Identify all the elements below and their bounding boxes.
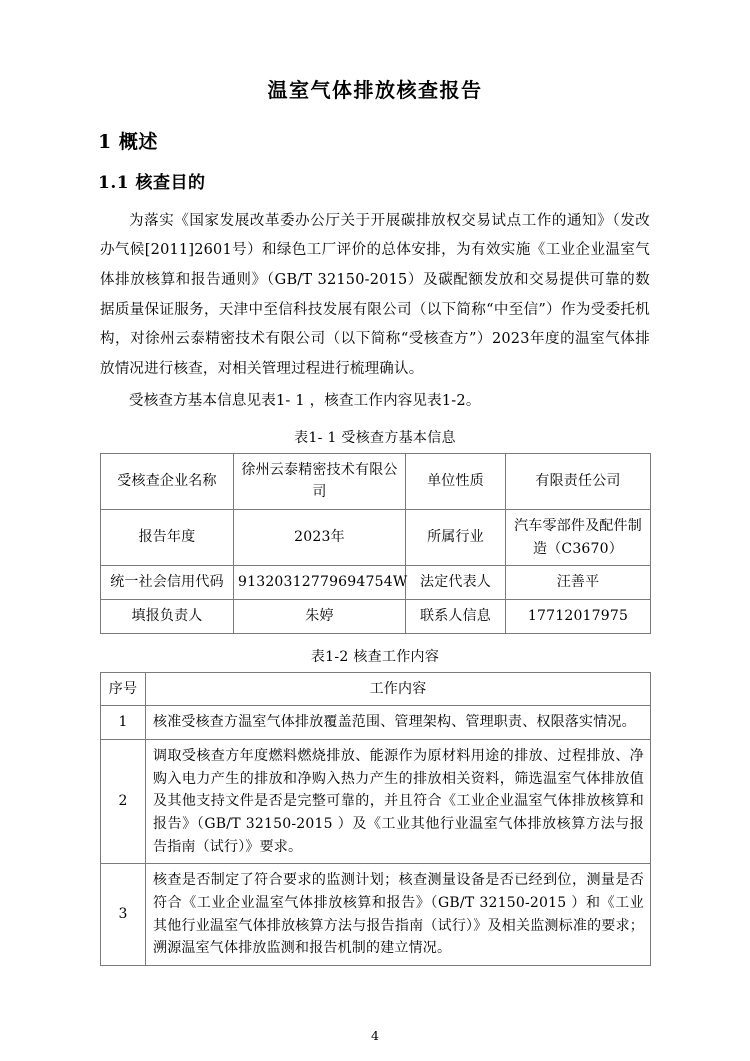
- table-audit-work-content: [100, 672, 651, 966]
- table1-caption: 表1- 1 受核查方基本信息: [294, 429, 456, 446]
- table1-cell-value-right: 有限责任公司: [506, 453, 651, 509]
- table1-cell-value-right: 17712017975: [506, 599, 651, 633]
- section-heading-1: 1 概述: [98, 131, 158, 153]
- table1-cell-value-right: 汪善平: [506, 566, 651, 600]
- page-number: 4: [371, 1028, 379, 1043]
- table-row: [101, 599, 651, 633]
- table2-cell-content: 核查是否制定了符合要求的监测计划；核查测量设备是否已经到位，测量是否符合《工业企业温室气体排放核算和报告》（GB/T 32150-2015 ）和《工业其他行业温室气体排放核算方法与报告指南（试行）》及相关监测标准的要求；溯源温室气体排放监测和报告机制的建立情况。: [146, 864, 651, 966]
- table-header-row: [101, 672, 651, 706]
- table-row: [101, 864, 651, 966]
- table1-cell-value-right: 汽车零部件及配件制造（C3670）: [506, 509, 651, 565]
- table-row: [101, 566, 651, 600]
- section-heading-1-1: 1.1 核查目的: [98, 172, 206, 193]
- table2-cell-no: 2: [101, 739, 146, 863]
- table-row: [101, 509, 651, 565]
- table1-cell-label-left: 填报负责人: [101, 599, 234, 633]
- table1-cell-label-left: 报告年度: [101, 509, 234, 565]
- table1-cell-label-right: 所属行业: [406, 509, 506, 565]
- table1-cell-value-left: 2023年: [234, 509, 406, 565]
- table1-cell-label-right: 单位性质: [406, 453, 506, 509]
- table-row: [101, 739, 651, 863]
- table-audited-party-info: [100, 453, 651, 634]
- table2-caption: 表1-2 核查工作内容: [310, 648, 440, 665]
- table1-cell-value-left: 徐州云泰精密技术有限公司: [234, 453, 406, 509]
- table-row: [101, 706, 651, 740]
- table2-cell-content: 核准受核查方温室气体排放覆盖范围、管理架构、管理职责、权限落实情况。: [146, 706, 651, 740]
- paragraph-table-reference: 受核查方基本信息见表1- 1 ，核查工作内容见表1-2。: [129, 392, 481, 409]
- paragraph-purpose: 为落实《国家发展改革委办公厅关于开展碳排放权交易试点工作的通知》（发改办气候[2011]2601号）和绿色工厂评价的总体安排，为有效实施《工业企业温室气体排放核算和报告通则》（GB/T 32150-2015）及碳配额发放和交易提供可靠的数据质量保证服务，天津中至信科技发展有限公司（以下简称“中至信”）作为受委托机构，对徐州云泰精密技术有限公司（以下简称“受核查方”）2023年度的温室气体排放情况进行核查，对相关管理过程进行梳理确认。: [100, 212, 650, 378]
- table1-cell-value-left: 91320312779694754W: [234, 566, 406, 600]
- table1-cell-value-left: 朱婷: [234, 599, 406, 633]
- table1-cell-label-right: 联系人信息: [406, 599, 506, 633]
- table-row: [101, 453, 651, 509]
- table1-cell-label-left: 受核查企业名称: [101, 453, 234, 509]
- table2-cell-content: 调取受核查方年度燃料燃烧排放、能源作为原材料用途的排放、过程排放、净购入电力产生的排放和净购入热力产生的排放相关资料，筛选温室气体排放值及其他支持文件是否是完整可靠的，并且符合《工业企业温室气体排放核算和报告》（GB/T 32150-2015 ）及《工业其他行业温室气体排放核算方法与报告指南（试行）》要求。: [146, 739, 651, 863]
- table2-header-no: 序号: [101, 672, 146, 706]
- table2-cell-no: 1: [101, 706, 146, 740]
- table2-cell-no: 3: [101, 864, 146, 966]
- page-title: 温室气体排放核查报告: [267, 78, 483, 102]
- table1-cell-label-left: 统一社会信用代码: [101, 566, 234, 600]
- table2-header-content: 工作内容: [146, 672, 651, 706]
- table1-cell-label-right: 法定代表人: [406, 566, 506, 600]
